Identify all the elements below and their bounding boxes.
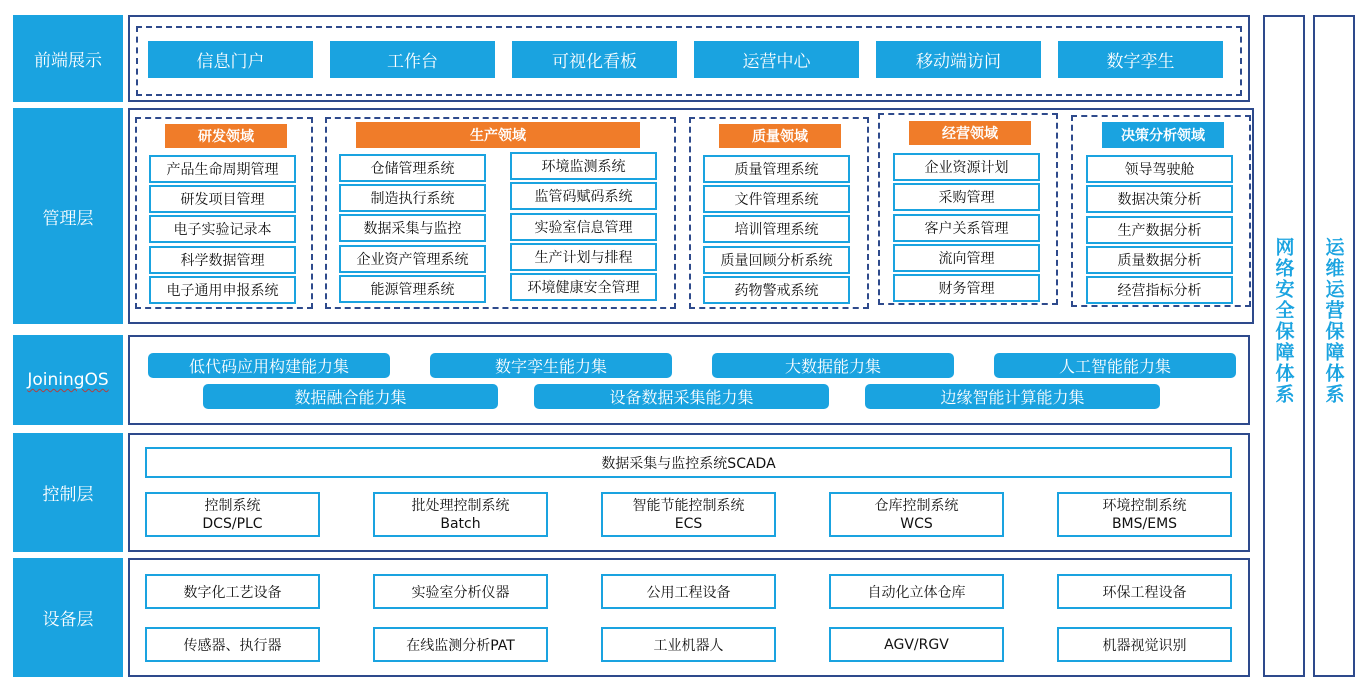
production-item-lims[interactable]: 实验室信息管理 <box>510 213 657 241</box>
device-pat[interactable]: 在线监测分析PAT <box>373 627 548 662</box>
os-capability-digital-twin[interactable]: 数字孪生能力集 <box>430 353 672 378</box>
control-scada[interactable]: 数据采集与监控系统SCADA <box>145 447 1232 478</box>
os-panel <box>128 335 1250 425</box>
domain-business-title: 经营领域 <box>909 121 1031 145</box>
device-environmental[interactable]: 环保工程设备 <box>1057 574 1232 609</box>
business-item-crm[interactable]: 客户关系管理 <box>893 214 1040 242</box>
ops-support-panel <box>1313 15 1355 677</box>
production-item-ems[interactable]: 能源管理系统 <box>339 275 486 303</box>
os-capability-data-fusion[interactable]: 数据融合能力集 <box>203 384 498 409</box>
control-system-bms[interactable] <box>1057 492 1232 537</box>
device-sensors[interactable]: 传感器、执行器 <box>145 627 320 662</box>
os-capability-edge[interactable]: 边缘智能计算能力集 <box>865 384 1160 409</box>
quality-item-dms[interactable]: 文件管理系统 <box>703 185 850 213</box>
production-item-env-monitor[interactable]: 环境监测系统 <box>510 152 657 180</box>
control-system-ecs[interactable] <box>601 492 776 537</box>
decision-item-quality-analysis[interactable]: 质量数据分析 <box>1086 246 1233 274</box>
quality-item-pv[interactable]: 药物警戒系统 <box>703 276 850 304</box>
production-item-wms[interactable]: 仓储管理系统 <box>339 154 486 182</box>
os-capability-bigdata[interactable]: 大数据能力集 <box>712 353 954 378</box>
os-capability-lowcode[interactable]: 低代码应用构建能力集 <box>148 353 390 378</box>
control-system-batch[interactable] <box>373 492 548 537</box>
device-process-equipment[interactable]: 数字化工艺设备 <box>145 574 320 609</box>
frontend-item-operations[interactable]: 运营中心 <box>694 41 859 78</box>
business-item-flow[interactable]: 流向管理 <box>893 244 1040 272</box>
rd-item-plm[interactable]: 产品生命周期管理 <box>149 155 296 183</box>
frontend-item-dashboard[interactable]: 可视化看板 <box>512 41 677 78</box>
device-utilities[interactable]: 公用工程设备 <box>601 574 776 609</box>
device-lab-instruments[interactable]: 实验室分析仪器 <box>373 574 548 609</box>
decision-item-production-analysis[interactable]: 生产数据分析 <box>1086 216 1233 244</box>
control-system-code: Batch <box>440 515 481 532</box>
control-system-code: BMS/EMS <box>1111 515 1178 532</box>
production-item-eam[interactable]: 企业资产管理系统 <box>339 245 486 273</box>
layer-label-os: JoiningOS <box>13 335 123 425</box>
layer-label-control: 控制层 <box>13 433 123 552</box>
decision-item-data-decision[interactable]: 数据决策分析 <box>1086 185 1233 213</box>
domain-decision-title: 决策分析领域 <box>1102 122 1224 148</box>
layer-label-frontend: 前端展示 <box>13 15 123 102</box>
production-item-ehs[interactable]: 环境健康安全管理 <box>510 273 657 301</box>
quality-item-qms[interactable]: 质量管理系统 <box>703 155 850 183</box>
business-item-erp[interactable]: 企业资源计划 <box>893 153 1040 181</box>
decision-item-cockpit[interactable]: 领导驾驶舱 <box>1086 155 1233 183</box>
rd-item-eln[interactable]: 电子实验记录本 <box>149 215 296 243</box>
control-system-name: 批处理控制系统 <box>411 497 510 514</box>
network-security-label: 网络安全保障体系 <box>1272 237 1295 405</box>
control-system-name: 仓库控制系统 <box>874 497 959 514</box>
frontend-item-digital-twin[interactable]: 数字孪生 <box>1058 41 1223 78</box>
device-robot[interactable]: 工业机器人 <box>601 627 776 662</box>
domain-production-title: 生产领域 <box>356 122 640 148</box>
device-agv[interactable]: AGV/RGV <box>829 627 1004 662</box>
control-system-name: 环境控制系统 <box>1102 497 1187 514</box>
rd-item-project[interactable]: 研发项目管理 <box>149 185 296 213</box>
frontend-item-portal[interactable]: 信息门户 <box>148 41 313 78</box>
production-item-aps[interactable]: 生产计划与排程 <box>510 243 657 271</box>
network-security-panel <box>1263 15 1305 677</box>
quality-item-review[interactable]: 质量回顾分析系统 <box>703 246 850 274</box>
decision-item-kpi-analysis[interactable]: 经营指标分析 <box>1086 276 1233 304</box>
os-capability-device-data[interactable]: 设备数据采集能力集 <box>534 384 829 409</box>
production-item-daq[interactable]: 数据采集与监控 <box>339 214 486 242</box>
layer-label-device: 设备层 <box>13 558 123 677</box>
production-item-serialization[interactable]: 监管码赋码系统 <box>510 182 657 210</box>
control-system-dcs[interactable] <box>145 492 320 537</box>
device-vision[interactable]: 机器视觉识别 <box>1057 627 1232 662</box>
rd-item-sdms[interactable]: 科学数据管理 <box>149 246 296 274</box>
control-system-code: DCS/PLC <box>202 515 263 532</box>
frontend-item-mobile[interactable]: 移动端访问 <box>876 41 1041 78</box>
layer-label-management: 管理层 <box>13 108 123 324</box>
control-system-name: 控制系统 <box>204 497 261 514</box>
control-system-name: 智能节能控制系统 <box>632 497 745 514</box>
control-system-wcs[interactable] <box>829 492 1004 537</box>
ops-support-label: 运维运营保障体系 <box>1322 237 1345 405</box>
quality-item-training[interactable]: 培训管理系统 <box>703 215 850 243</box>
control-system-code: ECS <box>674 515 703 532</box>
device-asrs[interactable]: 自动化立体仓库 <box>829 574 1004 609</box>
business-item-procurement[interactable]: 采购管理 <box>893 183 1040 211</box>
os-capability-ai[interactable]: 人工智能能力集 <box>994 353 1236 378</box>
production-item-mes[interactable]: 制造执行系统 <box>339 184 486 212</box>
domain-rd-title: 研发领域 <box>165 124 287 148</box>
frontend-item-workbench[interactable]: 工作台 <box>330 41 495 78</box>
control-system-code: WCS <box>900 515 933 532</box>
business-item-finance[interactable]: 财务管理 <box>893 274 1040 302</box>
rd-item-submission[interactable]: 电子通用申报系统 <box>149 276 296 304</box>
domain-quality-title: 质量领域 <box>719 124 841 148</box>
